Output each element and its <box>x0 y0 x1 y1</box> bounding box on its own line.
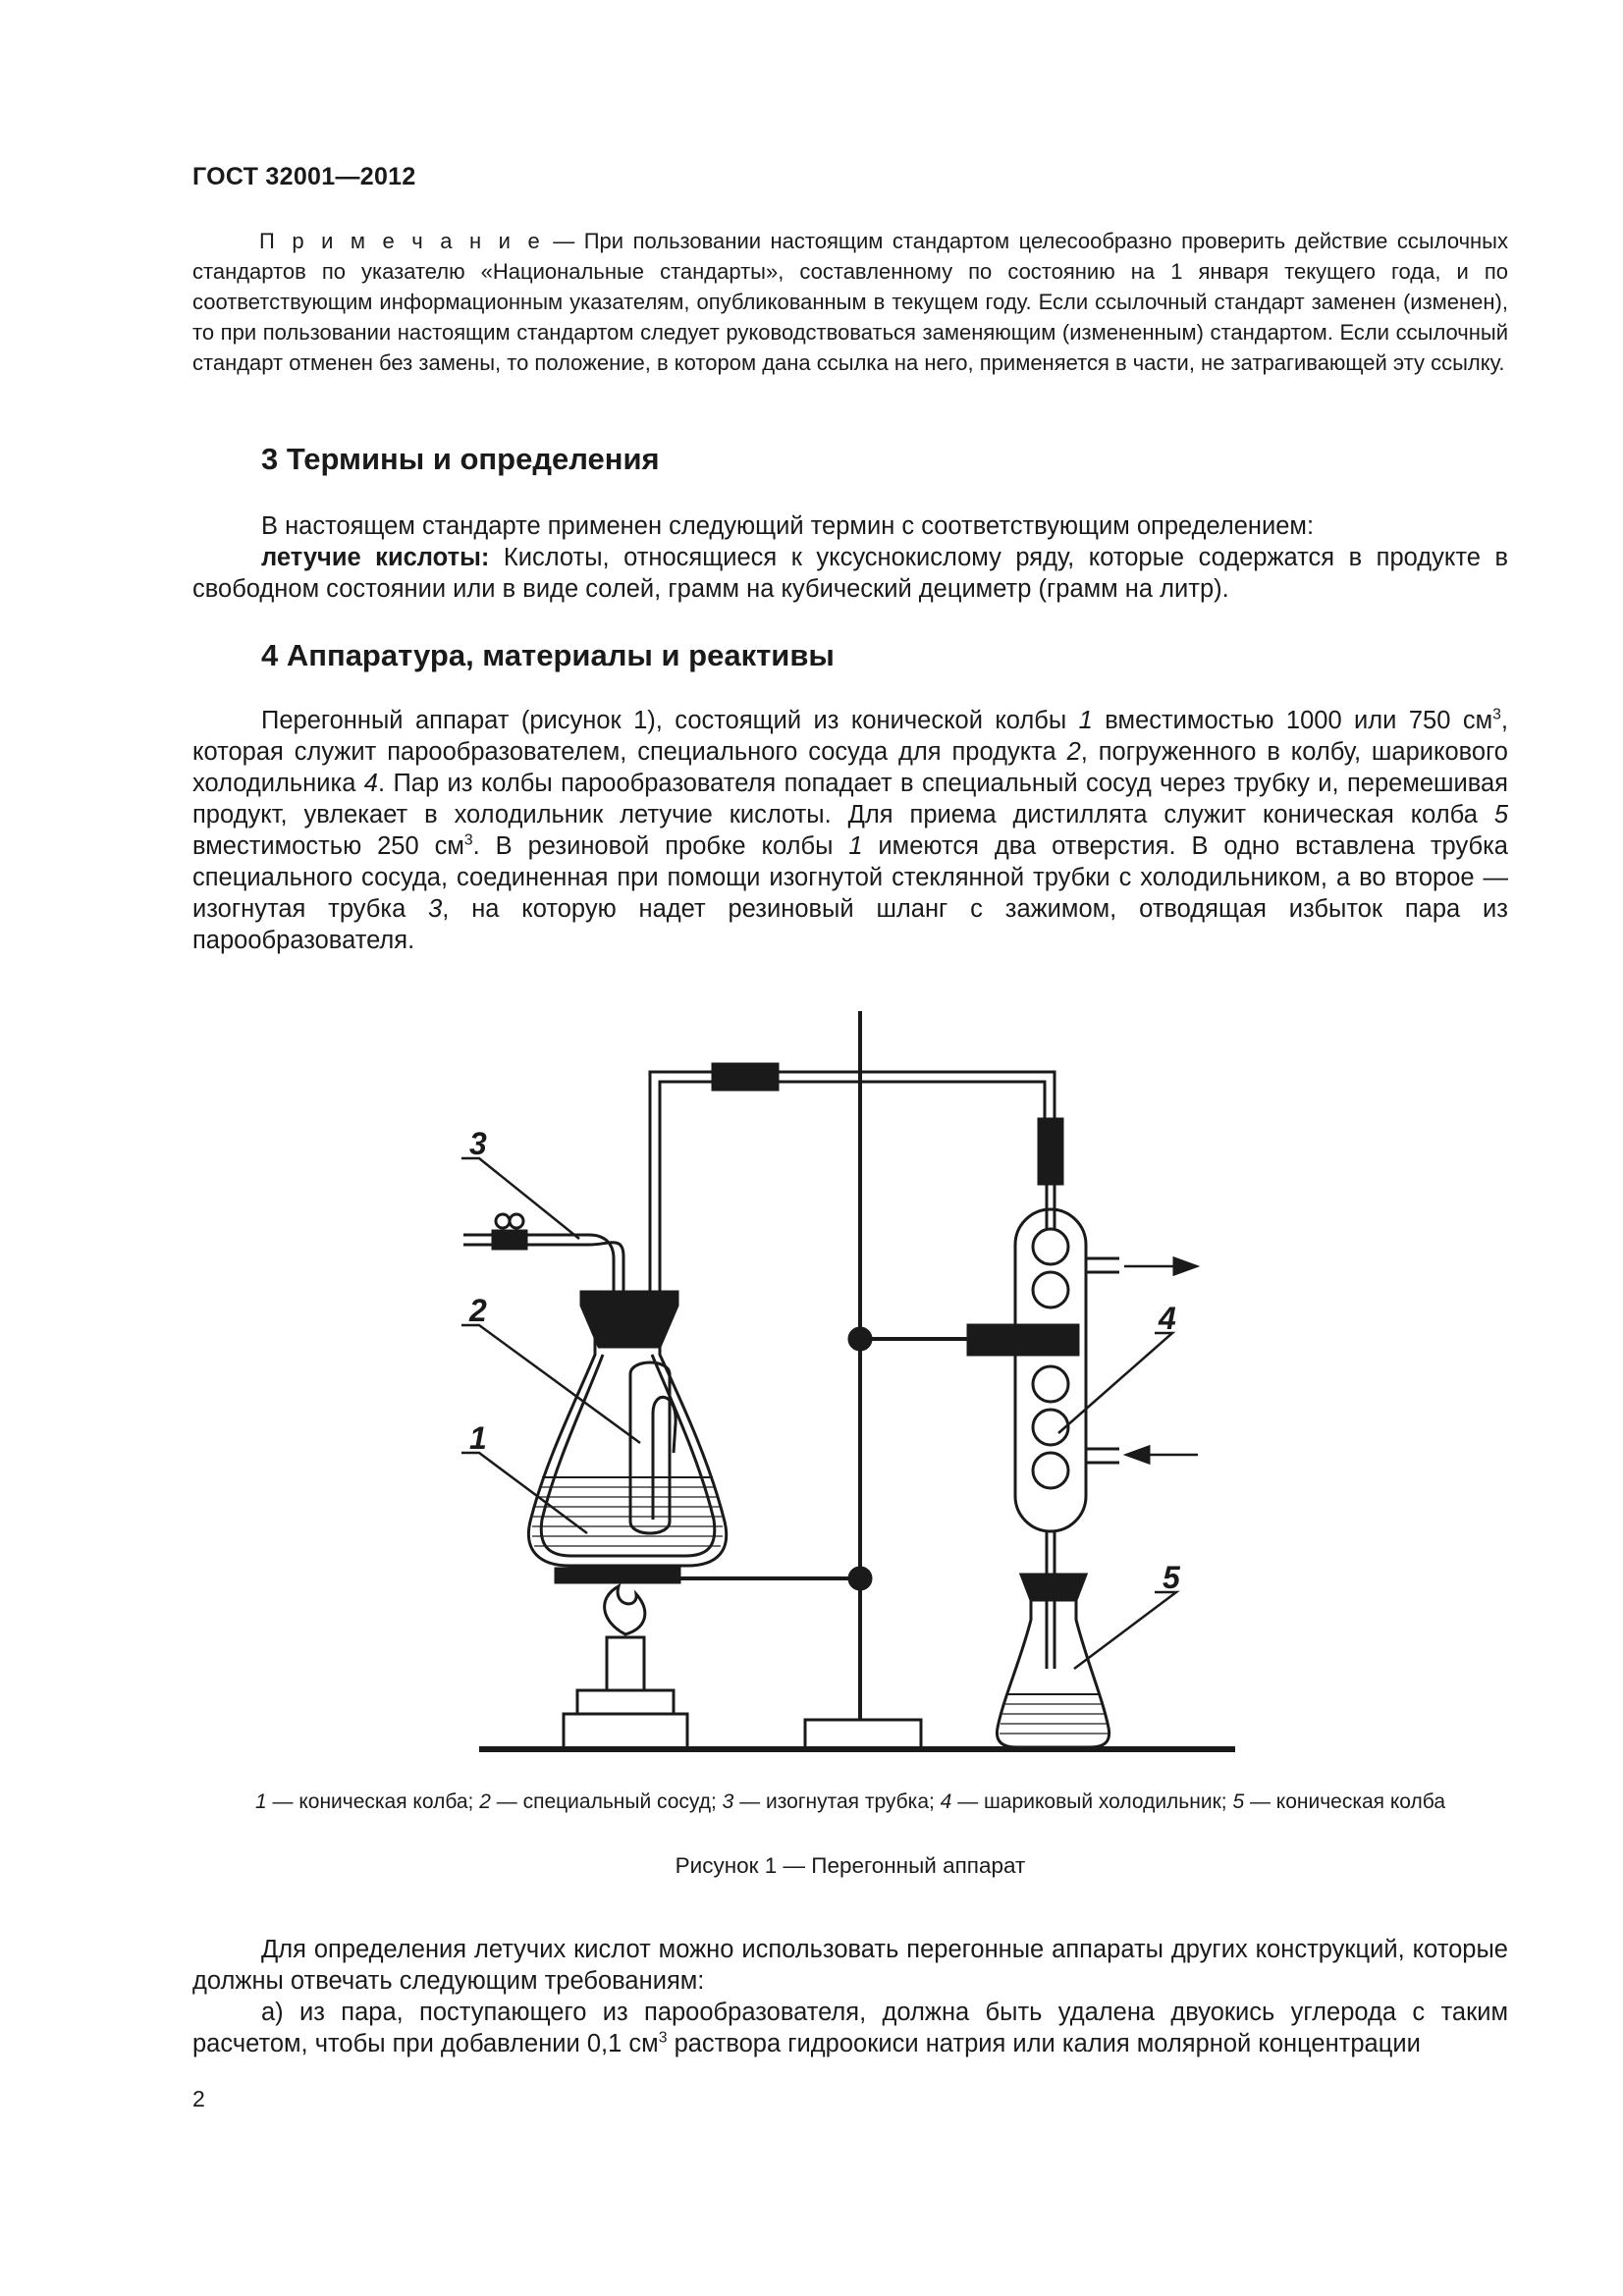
legend-text: — коническая колба <box>1244 1790 1445 1813</box>
p1-text: вместимостью 1000 или 750 см <box>1092 707 1493 734</box>
burner-base <box>564 1714 687 1749</box>
figure-label-4: 4 <box>1159 1301 1176 1336</box>
flask-1 <box>528 1329 726 1566</box>
term-definition: Кислоты, относящиеся к уксуснокислому ряду, которые содержатся в продукте в свободном состоянии или в виде солей, грамм на кубический дециметр (грамм на литр). <box>192 544 1508 603</box>
section-4-paragraph <box>192 705 1508 956</box>
note-text: — При пользовании настоящим стандартом целесообразно проверить действие ссылочных стандартов по указателю «Национальные стандарты», составленному по состоянию на 1 января текущего года, и по соответствующим информационным указателям, опубликованным в текущем году. Если ссылочный стандарт заменен (изменен), то при пользовании настоящим стандартом следует руководствоваться заменяющим (измененным) стандартом. Если ссылочный стандарт отменен без замены, то положение, в котором дана ссылка на него, применяется в части, не затрагивающей эту ссылку. <box>192 229 1508 375</box>
ref-5: 5 <box>1493 801 1508 828</box>
tube-connector <box>713 1064 778 1090</box>
note-label: П р и м е ч а н и е <box>259 229 544 253</box>
receiver-stopper <box>1021 1575 1086 1600</box>
bottom-p2a: а) из пара, поступающего из парообразователя, должна быть удалена двуокись углерода с таким расчетом, чтобы при добавлении 0,1 см <box>192 1999 1508 2057</box>
legend-text: — коническая колба; <box>266 1790 480 1813</box>
term-name: летучие кислоты: <box>261 544 490 571</box>
figure-label-3: 3 <box>469 1126 487 1161</box>
rubber-stopper <box>581 1292 677 1347</box>
ref-1: 1 <box>848 832 863 860</box>
section-3-intro: В настоящем стандарте применен следующий термин с соответствующим определением: <box>261 512 1315 540</box>
p1-text: , которая служит парообразователем, специального сосуда для продукта <box>192 707 1508 766</box>
p1-text: , на которую надет резиновый шланг с зажимом, отводящая избыток пара из парообразователя. <box>192 895 1508 954</box>
p1-text: Перегонный аппарат (рисунок 1), состоящий из конической колбы <box>261 707 1079 734</box>
p1-text: вместимостью 250 см <box>192 832 464 860</box>
figure-label-2: 2 <box>469 1293 487 1328</box>
ref-3: 3 <box>428 895 443 923</box>
ball-condenser <box>1015 1209 1086 1531</box>
superscript: 3 <box>463 831 473 849</box>
legend-text: — специальный сосуд; <box>490 1790 723 1813</box>
bottom-paragraphs <box>192 1934 1508 2059</box>
superscript: 3 <box>658 2029 668 2047</box>
section-3-heading: 3 Термины и определения <box>261 442 660 476</box>
legend-text: — шариковый холодильник; <box>951 1790 1233 1813</box>
p1-text: . Пар из колбы парообразователя попадает в специальный сосуд через трубку и, перемешивая продукт, увлекает в холодильник летучие кислоты. Для приема дистиллята служит коническая колба <box>192 770 1508 828</box>
legend-num: 3 <box>722 1790 734 1813</box>
p1-text: , погруженного в колбу, шарикового холодильника <box>192 738 1508 797</box>
figure-title: Рисунок 1 — Перегонный аппарат <box>675 1853 1026 1878</box>
superscript: 3 <box>1492 706 1501 723</box>
distillation-apparatus-figure <box>0 991 1623 1796</box>
special-vessel <box>630 1362 670 1533</box>
condenser-clamp <box>968 1325 1078 1355</box>
figure-legend <box>192 1790 1508 1814</box>
section-3-body <box>192 510 1508 605</box>
stand-base <box>805 1720 921 1749</box>
legend-num: 5 <box>1232 1790 1245 1813</box>
document-header: ГОСТ 32001—2012 <box>192 163 416 190</box>
flame-icon <box>605 1586 645 1634</box>
page-number: 2 <box>192 2086 205 2111</box>
connecting-tube <box>650 1072 1055 1292</box>
figure-label-1: 1 <box>469 1420 487 1456</box>
legend-num: 1 <box>254 1790 267 1813</box>
bottom-p1: Для определения летучих кислот можно использовать перегонные аппараты других конструкций, которые должны отвечать следующим требованиям: <box>192 1936 1508 1995</box>
section-4-heading: 4 Аппаратура, материалы и реактивы <box>261 638 835 672</box>
reference-note <box>192 226 1508 378</box>
figure-label-5: 5 <box>1163 1560 1180 1595</box>
hose-clamp <box>493 1231 526 1249</box>
legend-num: 4 <box>940 1790 952 1813</box>
legend-text: — изогнутая трубка; <box>733 1790 941 1813</box>
bottom-p2b: раствора гидроокиси натрия или калия молярной концентрации <box>667 2030 1421 2057</box>
legend-num: 2 <box>479 1790 491 1813</box>
p1-text: . В резиновой пробке колбы <box>472 832 849 860</box>
hot-plate <box>556 1569 679 1582</box>
ref-1: 1 <box>1078 707 1093 734</box>
ref-4: 4 <box>363 770 378 797</box>
burner-body <box>607 1637 644 1690</box>
condenser-connector <box>1039 1119 1062 1184</box>
ref-2: 2 <box>1066 738 1081 766</box>
p1-text: имеются два отверстия. В одно вставлена трубка специального сосуда, соединенная при помощи изогнутой стеклянной трубки с холодильником, а во второе — изогнутая трубка <box>192 832 1508 923</box>
burner-mid <box>577 1690 674 1714</box>
